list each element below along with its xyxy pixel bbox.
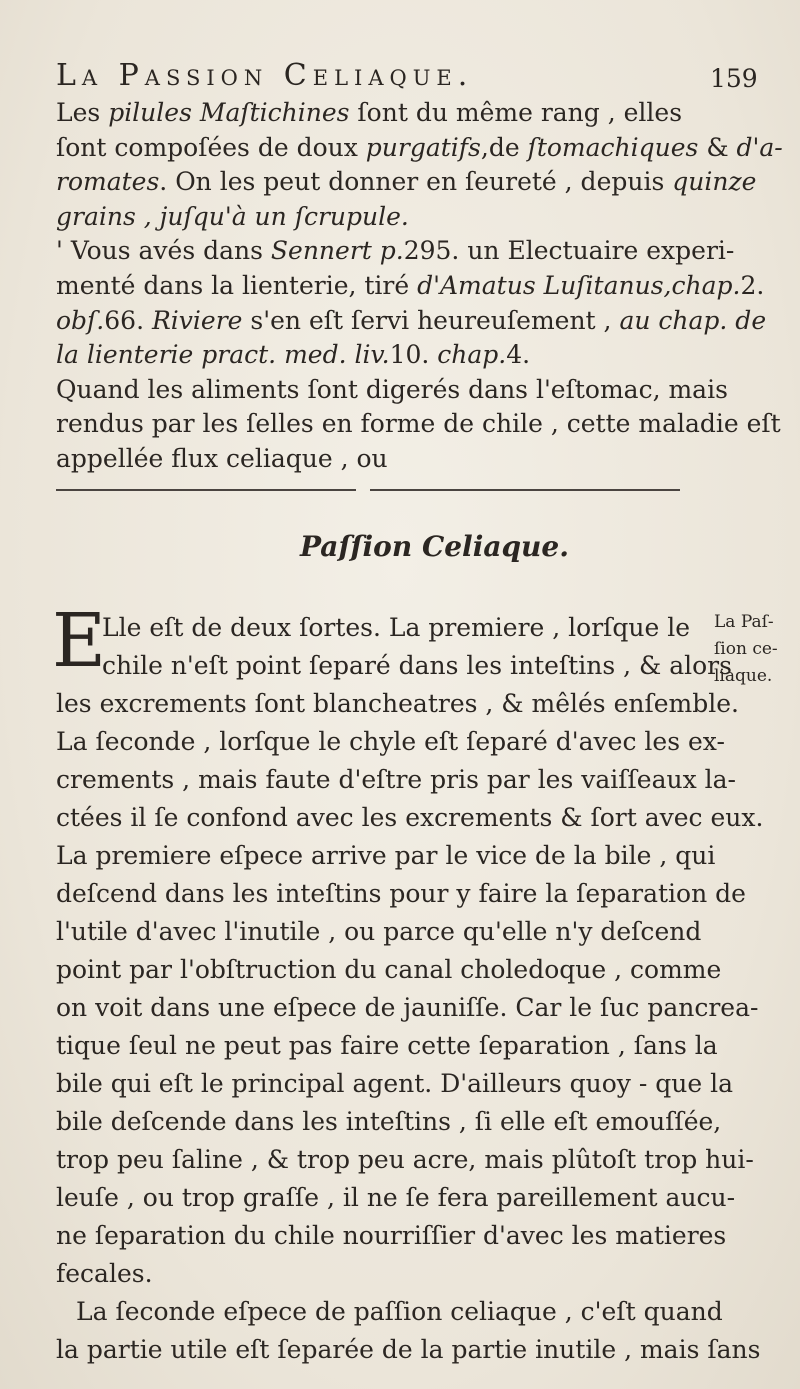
text-line: deſcend dans les inteſtins pour y faire la ſeparation de bbox=[56, 879, 746, 908]
italic-segment: chap. bbox=[437, 340, 507, 370]
margin-note bbox=[714, 609, 794, 690]
margin-note-line: liaque. bbox=[714, 666, 773, 686]
dropcap-letter: E bbox=[52, 598, 107, 684]
text-line bbox=[56, 407, 781, 442]
text-line: on voit dans une eſpece de jauniſſe. Car le ſuc pancrea- bbox=[56, 993, 759, 1022]
section-rule-left bbox=[56, 489, 356, 491]
text-segment: 10. bbox=[389, 340, 438, 370]
text-segment: Quand les aliments ſont digerés dans l'eſtomac, mais bbox=[56, 374, 728, 404]
text-line: leuſe , ou trop graſſe , il ne ſe fera pareillement aucu- bbox=[56, 1183, 736, 1212]
text-line: ne ſeparation du chile nourriſſier d'avec les matieres bbox=[56, 1221, 727, 1250]
text-line: bile qui eſt le principal agent. D'ailleurs quoy - que la bbox=[56, 1069, 734, 1098]
text-segment: ſont compoſées de doux bbox=[56, 132, 366, 162]
text-line: La premiere eſpece arrive par le vice de la bile , qui bbox=[56, 841, 716, 870]
italic-segment: quinze bbox=[672, 167, 757, 197]
text-segment: 4. bbox=[506, 340, 531, 370]
italic-segment: au chap. de bbox=[619, 305, 767, 335]
margin-note-line: La Paſ- bbox=[714, 612, 774, 632]
running-title: La Passion Celiaque. bbox=[56, 58, 474, 93]
text-line bbox=[56, 338, 696, 373]
text-segment: ſont du même rang , elles bbox=[349, 98, 683, 127]
text-line: la partie utile eſt ſeparée de la partie inutile , mais ſans bbox=[56, 1335, 761, 1364]
italic-segment: d'Amatus Luſitanus,chap. bbox=[417, 270, 741, 300]
text-line: La ſeconde , lorſque le chyle eſt ſeparé d'avec les ex- bbox=[56, 727, 725, 756]
text-line: trop peu ſaline , & trop peu acre, mais plûtoſt trop hui- bbox=[56, 1145, 754, 1174]
text-segment: 66. bbox=[104, 305, 152, 335]
text-segment: appellée flux celiaque , ou bbox=[56, 443, 388, 473]
text-line: point par l'obſtruction du canal choledoque , comme bbox=[56, 955, 722, 984]
italic-segment: ſtomachiques bbox=[527, 132, 699, 162]
text-line: chile n'eſt point ſeparé dans les inteſtins , & alors bbox=[102, 651, 732, 680]
text-line: La ſeconde eſpece de paſſion celiaque , c'eſt quand bbox=[76, 1297, 723, 1326]
section-title: Paſſion Celiaque. bbox=[300, 530, 569, 563]
upper-paragraphs bbox=[56, 96, 783, 477]
section-rule-right bbox=[370, 489, 680, 491]
text-line: les excrements ſont blancheatres , & mêlés enſemble. bbox=[56, 689, 739, 718]
text-line bbox=[56, 131, 783, 166]
italic-segment: la lienterie pract. med. liv. bbox=[56, 340, 390, 370]
italic-segment: Sennert p. bbox=[270, 236, 404, 266]
text-segment: ,de bbox=[480, 132, 528, 162]
text-line: l'utile d'avec l'inutile , ou parce qu'elle n'y deſcend bbox=[56, 917, 702, 946]
text-segment: & bbox=[698, 132, 737, 162]
text-line: tique ſeul ne peut pas faire cette ſeparation , ſans la bbox=[56, 1031, 718, 1060]
text-segment: 295. un Electuaire experi- bbox=[403, 236, 735, 266]
text-line bbox=[56, 165, 757, 200]
text-line: bile deſcende dans les inteſtins , ſi elle eſt emouſſée, bbox=[56, 1107, 722, 1136]
text-line: crements , mais faute d'eſtre pris par les vaiſſeaux la- bbox=[56, 765, 736, 794]
italic-segment: purgatifs bbox=[365, 132, 481, 162]
text-line: Lle eſt de deux ſortes. La premiere , lorſque le bbox=[102, 613, 691, 642]
text-line bbox=[56, 304, 767, 339]
text-segment: rendus par les ſelles en forme de chile , cette maladie eſt bbox=[56, 409, 781, 439]
text-segment: menté dans la lienterie, tiré bbox=[56, 270, 418, 300]
italic-segment: grains , juſqu'à un ſcrupule. bbox=[56, 201, 409, 231]
text-segment: ' Vous avés dans bbox=[56, 236, 271, 266]
italic-segment: Riviere bbox=[151, 305, 243, 335]
text-segment: Les bbox=[56, 98, 109, 127]
italic-segment: d'a- bbox=[736, 132, 783, 162]
page-number: 159 bbox=[710, 64, 758, 93]
text-segment: s'en eſt ſervi heureuſement , bbox=[242, 305, 620, 335]
text-segment: . On les peut donner en ſeureté , depuis bbox=[159, 167, 673, 197]
text-line bbox=[56, 234, 735, 269]
text-line: fecales. bbox=[56, 1259, 153, 1288]
italic-segment: pilules Maſtichines bbox=[108, 98, 350, 127]
text-line bbox=[56, 200, 696, 235]
italic-segment: obſ. bbox=[56, 305, 105, 335]
text-segment: 2. bbox=[740, 270, 765, 300]
text-line bbox=[56, 96, 696, 131]
text-line bbox=[56, 269, 765, 304]
italic-segment: romates bbox=[56, 167, 160, 197]
text-line: ctées il ſe confond avec les excrements & ſort avec eux. bbox=[56, 803, 764, 832]
margin-note-line: ſion ce- bbox=[714, 639, 778, 659]
text-line bbox=[56, 373, 728, 408]
text-line bbox=[56, 442, 696, 477]
